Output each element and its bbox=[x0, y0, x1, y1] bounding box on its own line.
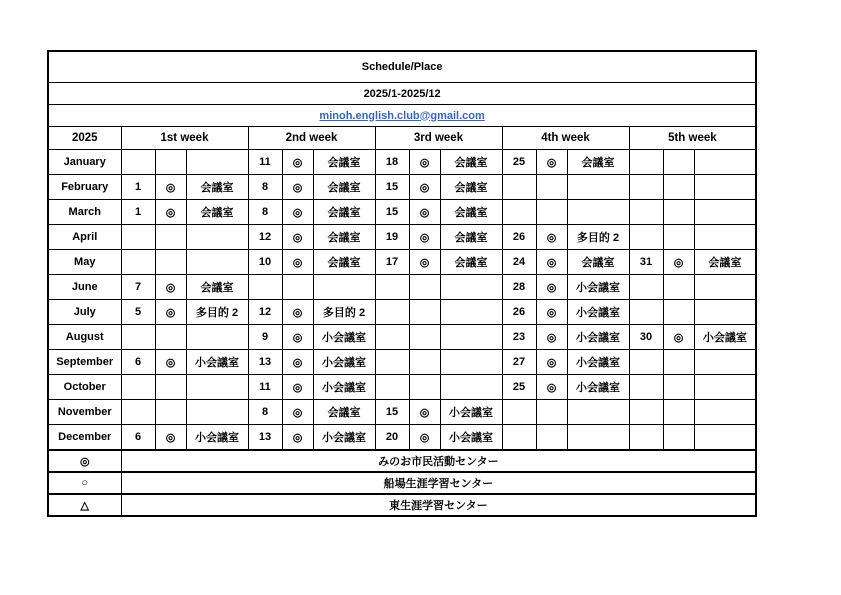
week-symbol bbox=[663, 300, 694, 325]
week-place: 会議室 bbox=[440, 225, 502, 250]
week-header-1: 1st week bbox=[121, 127, 248, 150]
week-place bbox=[440, 325, 502, 350]
email-cell bbox=[48, 105, 756, 127]
legend-symbol: △ bbox=[48, 494, 121, 516]
month-name: July bbox=[48, 300, 121, 325]
week-symbol bbox=[409, 325, 440, 350]
week-symbol bbox=[536, 400, 567, 425]
week-place: 小会議室 bbox=[186, 350, 248, 375]
week-date: 12 bbox=[248, 225, 282, 250]
month-name: March bbox=[48, 200, 121, 225]
week-symbol bbox=[409, 350, 440, 375]
month-row bbox=[48, 200, 756, 225]
week-date: 27 bbox=[502, 350, 536, 375]
week-date: 1 bbox=[121, 200, 155, 225]
week-symbol bbox=[663, 425, 694, 451]
week-date bbox=[375, 275, 409, 300]
week-symbol bbox=[536, 425, 567, 451]
date-range: 2025/1-2025/12 bbox=[48, 83, 756, 105]
legend-symbol: ○ bbox=[48, 472, 121, 494]
page-title: Schedule/Place bbox=[48, 51, 756, 83]
week-symbol: ◎ bbox=[282, 325, 313, 350]
week-date: 8 bbox=[248, 200, 282, 225]
week-symbol: ◎ bbox=[282, 300, 313, 325]
week-header-4: 4th week bbox=[502, 127, 629, 150]
week-date: 15 bbox=[375, 400, 409, 425]
week-symbol bbox=[155, 325, 186, 350]
week-symbol: ◎ bbox=[409, 150, 440, 175]
week-symbol: ◎ bbox=[409, 250, 440, 275]
week-symbol bbox=[155, 250, 186, 275]
week-symbol: ◎ bbox=[536, 225, 567, 250]
week-date: 8 bbox=[248, 400, 282, 425]
subtitle-row bbox=[48, 83, 756, 105]
week-date bbox=[248, 275, 282, 300]
week-date: 26 bbox=[502, 225, 536, 250]
week-date bbox=[629, 300, 663, 325]
week-place: 小会議室 bbox=[567, 275, 629, 300]
week-date bbox=[375, 350, 409, 375]
week-symbol: ◎ bbox=[536, 250, 567, 275]
week-place bbox=[694, 425, 756, 451]
week-date: 6 bbox=[121, 425, 155, 451]
week-date: 23 bbox=[502, 325, 536, 350]
week-place bbox=[440, 300, 502, 325]
email-link[interactable]: minoh.english.club@gmail.com bbox=[319, 109, 485, 122]
week-symbol bbox=[663, 400, 694, 425]
week-place bbox=[186, 250, 248, 275]
week-place: 小会議室 bbox=[440, 425, 502, 451]
column-header-row bbox=[48, 127, 756, 150]
week-place: 小会議室 bbox=[313, 350, 375, 375]
week-place: 会議室 bbox=[313, 175, 375, 200]
month-name: October bbox=[48, 375, 121, 400]
week-symbol: ◎ bbox=[536, 275, 567, 300]
week-symbol: ◎ bbox=[155, 200, 186, 225]
week-place bbox=[186, 400, 248, 425]
week-place: 小会議室 bbox=[567, 375, 629, 400]
week-symbol: ◎ bbox=[663, 250, 694, 275]
legend-symbol: ◎ bbox=[48, 450, 121, 472]
week-symbol: ◎ bbox=[536, 300, 567, 325]
week-symbol: ◎ bbox=[409, 200, 440, 225]
week-header-2: 2nd week bbox=[248, 127, 375, 150]
legend-label: 船場生涯学習センター bbox=[121, 472, 756, 494]
week-date: 8 bbox=[248, 175, 282, 200]
week-symbol: ◎ bbox=[282, 200, 313, 225]
month-name: February bbox=[48, 175, 121, 200]
week-date bbox=[502, 175, 536, 200]
week-place bbox=[440, 275, 502, 300]
week-date: 31 bbox=[629, 250, 663, 275]
week-date: 20 bbox=[375, 425, 409, 451]
week-symbol bbox=[663, 225, 694, 250]
week-symbol: ◎ bbox=[409, 400, 440, 425]
week-date: 12 bbox=[248, 300, 282, 325]
week-symbol bbox=[282, 275, 313, 300]
month-name: April bbox=[48, 225, 121, 250]
week-place bbox=[694, 400, 756, 425]
week-date bbox=[629, 150, 663, 175]
month-row bbox=[48, 425, 756, 451]
week-symbol bbox=[663, 200, 694, 225]
month-row bbox=[48, 150, 756, 175]
week-place: 会議室 bbox=[440, 200, 502, 225]
week-place: 小会議室 bbox=[567, 350, 629, 375]
week-date: 1 bbox=[121, 175, 155, 200]
legend-row bbox=[48, 494, 756, 516]
week-date bbox=[629, 400, 663, 425]
week-date: 13 bbox=[248, 350, 282, 375]
week-place: 小会議室 bbox=[694, 325, 756, 350]
week-symbol bbox=[155, 225, 186, 250]
week-symbol bbox=[663, 175, 694, 200]
week-place: 会議室 bbox=[694, 250, 756, 275]
week-symbol: ◎ bbox=[282, 375, 313, 400]
week-place bbox=[186, 325, 248, 350]
month-name: December bbox=[48, 425, 121, 451]
legend-label: みのお市民活動センター bbox=[121, 450, 756, 472]
week-place: 多目的 2 bbox=[313, 300, 375, 325]
week-place bbox=[440, 350, 502, 375]
week-date: 15 bbox=[375, 200, 409, 225]
week-symbol: ◎ bbox=[155, 175, 186, 200]
week-place bbox=[186, 150, 248, 175]
week-date bbox=[121, 250, 155, 275]
schedule-table bbox=[47, 50, 757, 517]
week-date: 7 bbox=[121, 275, 155, 300]
week-place: 多目的 2 bbox=[567, 225, 629, 250]
week-place bbox=[313, 275, 375, 300]
week-place bbox=[567, 425, 629, 451]
week-symbol: ◎ bbox=[409, 225, 440, 250]
week-date: 28 bbox=[502, 275, 536, 300]
week-place bbox=[694, 300, 756, 325]
month-row bbox=[48, 250, 756, 275]
legend-row bbox=[48, 450, 756, 472]
legend-label: 東生涯学習センター bbox=[121, 494, 756, 516]
week-date bbox=[502, 200, 536, 225]
week-symbol bbox=[663, 150, 694, 175]
week-date bbox=[502, 425, 536, 451]
week-symbol: ◎ bbox=[155, 350, 186, 375]
week-symbol: ◎ bbox=[536, 375, 567, 400]
month-name: November bbox=[48, 400, 121, 425]
week-header-5: 5th week bbox=[629, 127, 756, 150]
week-place bbox=[694, 350, 756, 375]
week-symbol bbox=[409, 300, 440, 325]
month-row bbox=[48, 350, 756, 375]
week-place: 会議室 bbox=[186, 200, 248, 225]
month-row bbox=[48, 275, 756, 300]
week-place: 会議室 bbox=[567, 250, 629, 275]
week-symbol bbox=[536, 175, 567, 200]
week-date: 9 bbox=[248, 325, 282, 350]
week-place bbox=[694, 375, 756, 400]
month-row bbox=[48, 400, 756, 425]
week-symbol: ◎ bbox=[536, 325, 567, 350]
title-row bbox=[48, 51, 756, 83]
week-date: 10 bbox=[248, 250, 282, 275]
week-place bbox=[694, 275, 756, 300]
week-date bbox=[629, 275, 663, 300]
week-symbol bbox=[409, 375, 440, 400]
week-place: 会議室 bbox=[440, 175, 502, 200]
week-header-3: 3rd week bbox=[375, 127, 502, 150]
week-date: 26 bbox=[502, 300, 536, 325]
week-place: 小会議室 bbox=[440, 400, 502, 425]
week-place: 小会議室 bbox=[186, 425, 248, 451]
week-place: 小会議室 bbox=[313, 425, 375, 451]
month-name: August bbox=[48, 325, 121, 350]
week-place: 小会議室 bbox=[567, 300, 629, 325]
week-date bbox=[375, 300, 409, 325]
week-symbol: ◎ bbox=[155, 425, 186, 451]
week-date: 24 bbox=[502, 250, 536, 275]
week-symbol: ◎ bbox=[282, 400, 313, 425]
week-symbol bbox=[155, 400, 186, 425]
week-date: 19 bbox=[375, 225, 409, 250]
week-date: 5 bbox=[121, 300, 155, 325]
week-date: 25 bbox=[502, 375, 536, 400]
week-place: 小会議室 bbox=[313, 375, 375, 400]
week-place: 会議室 bbox=[313, 250, 375, 275]
week-place bbox=[440, 375, 502, 400]
week-place bbox=[567, 400, 629, 425]
week-symbol: ◎ bbox=[155, 300, 186, 325]
week-symbol: ◎ bbox=[282, 150, 313, 175]
week-date bbox=[375, 375, 409, 400]
week-place bbox=[186, 225, 248, 250]
schedule-sheet bbox=[47, 50, 757, 517]
week-date: 11 bbox=[248, 150, 282, 175]
week-symbol bbox=[536, 200, 567, 225]
month-name: May bbox=[48, 250, 121, 275]
week-date: 6 bbox=[121, 350, 155, 375]
month-row bbox=[48, 225, 756, 250]
week-date: 25 bbox=[502, 150, 536, 175]
week-date bbox=[121, 325, 155, 350]
week-date bbox=[121, 400, 155, 425]
week-symbol: ◎ bbox=[409, 175, 440, 200]
week-date bbox=[629, 375, 663, 400]
month-row bbox=[48, 175, 756, 200]
week-place bbox=[567, 175, 629, 200]
week-place bbox=[694, 175, 756, 200]
week-date: 11 bbox=[248, 375, 282, 400]
legend-row bbox=[48, 472, 756, 494]
week-place: 会議室 bbox=[440, 150, 502, 175]
week-symbol: ◎ bbox=[282, 225, 313, 250]
week-date bbox=[629, 200, 663, 225]
week-place: 会議室 bbox=[313, 150, 375, 175]
week-symbol bbox=[663, 275, 694, 300]
week-symbol: ◎ bbox=[282, 425, 313, 451]
week-symbol: ◎ bbox=[409, 425, 440, 451]
week-date: 15 bbox=[375, 175, 409, 200]
week-place bbox=[694, 150, 756, 175]
week-place bbox=[186, 375, 248, 400]
week-symbol: ◎ bbox=[282, 350, 313, 375]
week-date bbox=[375, 325, 409, 350]
week-date: 17 bbox=[375, 250, 409, 275]
week-place: 会議室 bbox=[313, 225, 375, 250]
week-symbol: ◎ bbox=[282, 250, 313, 275]
month-name: June bbox=[48, 275, 121, 300]
month-row bbox=[48, 300, 756, 325]
week-date: 30 bbox=[629, 325, 663, 350]
week-place bbox=[567, 200, 629, 225]
week-date bbox=[121, 225, 155, 250]
week-place: 会議室 bbox=[567, 150, 629, 175]
week-date: 13 bbox=[248, 425, 282, 451]
email-row bbox=[48, 105, 756, 127]
week-place bbox=[694, 200, 756, 225]
month-name: September bbox=[48, 350, 121, 375]
week-symbol: ◎ bbox=[536, 350, 567, 375]
month-row bbox=[48, 325, 756, 350]
week-symbol bbox=[155, 375, 186, 400]
week-date bbox=[629, 425, 663, 451]
week-place: 多目的 2 bbox=[186, 300, 248, 325]
week-symbol: ◎ bbox=[282, 175, 313, 200]
week-place: 会議室 bbox=[313, 400, 375, 425]
week-date bbox=[121, 375, 155, 400]
week-symbol: ◎ bbox=[536, 150, 567, 175]
week-place bbox=[694, 225, 756, 250]
week-place: 小会議室 bbox=[313, 325, 375, 350]
week-symbol bbox=[663, 350, 694, 375]
week-date bbox=[629, 350, 663, 375]
week-date bbox=[121, 150, 155, 175]
week-date bbox=[629, 225, 663, 250]
week-place: 会議室 bbox=[440, 250, 502, 275]
week-symbol bbox=[663, 375, 694, 400]
week-symbol bbox=[155, 150, 186, 175]
week-date: 18 bbox=[375, 150, 409, 175]
week-place: 小会議室 bbox=[567, 325, 629, 350]
year-header: 2025 bbox=[48, 127, 121, 150]
month-name: January bbox=[48, 150, 121, 175]
week-date bbox=[629, 175, 663, 200]
week-symbol bbox=[409, 275, 440, 300]
week-place: 会議室 bbox=[186, 275, 248, 300]
week-place: 会議室 bbox=[313, 200, 375, 225]
week-date bbox=[502, 400, 536, 425]
week-symbol: ◎ bbox=[155, 275, 186, 300]
week-place: 会議室 bbox=[186, 175, 248, 200]
month-row bbox=[48, 375, 756, 400]
week-symbol: ◎ bbox=[663, 325, 694, 350]
